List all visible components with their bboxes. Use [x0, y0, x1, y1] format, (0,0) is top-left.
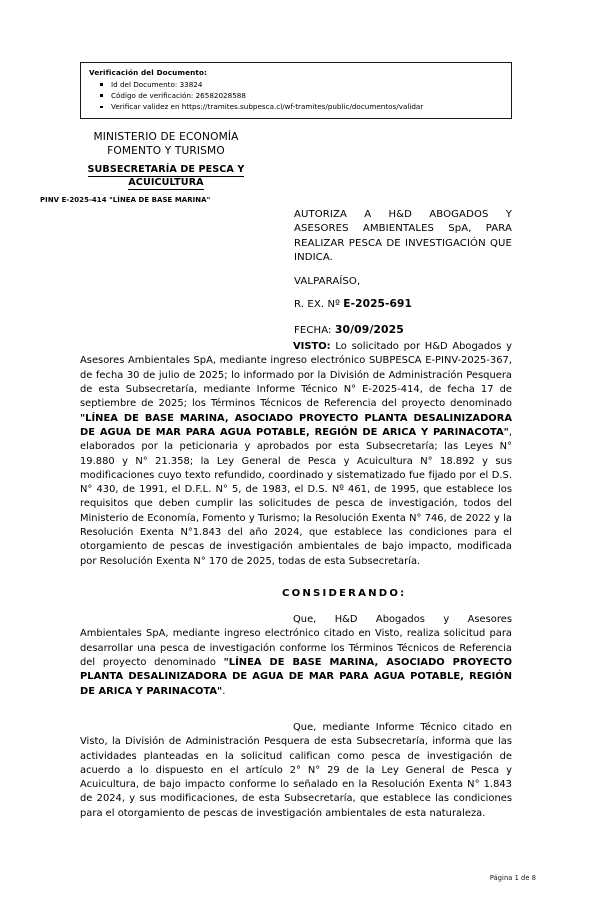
paragraph-visto	[80, 340, 512, 569]
subsecretaria-line-2: ACUICULTURA	[128, 177, 203, 190]
page-number-footer: Página 1 de 8	[489, 874, 536, 882]
visto-label: VISTO:	[293, 341, 331, 352]
resolution-label: R. EX. Nº	[294, 299, 344, 311]
date-label: FECHA:	[294, 325, 335, 337]
verification-box	[80, 62, 512, 119]
title-block	[294, 208, 512, 336]
document-body	[80, 340, 512, 821]
ministry-name-line-1: MINISTERIO DE ECONOMÍA	[93, 131, 239, 143]
resolution-subject: AUTORIZA A H&D ABOGADOS Y ASESORES AMBIENTALES SpA, PARA REALIZAR PESCA DE INVESTIGACIÓN QUE INDICA.	[294, 209, 512, 263]
considerando-heading: CONSIDERANDO:	[282, 588, 407, 599]
date-value: 30/09/2025	[334, 323, 404, 337]
letterhead	[40, 131, 292, 204]
subsecretaria-name	[40, 164, 292, 191]
list-item: Id del Documento: 33824	[111, 79, 505, 90]
resolution-number-line	[294, 298, 512, 310]
spacer	[80, 569, 512, 588]
verification-list	[89, 79, 505, 112]
city-line: VALPARAÍSO,	[294, 276, 361, 288]
spacer	[80, 599, 512, 613]
visto-text-part-2: , elaborados por la peticionaria y aprobados por esta Subsecretaría; las Leyes N° 19.880 y N° 21.358; la Ley General de Pesca y Acuicultura N° 18.892 y sus modificaciones cuyo texto refundido, coordinado y sistematizado fue fijado por el D.S. N° 430, de 1991, el D.F.L. N° 5, de 1983, el D.S. Nº 461, de 1995, que establece los requisitos que deben cumplir las solicitudes de pesca de investigación, todos del Ministerio de Economía, Fomento y Turismo; la Resolución Exenta N° 746, de 2022 y la Resolución Exenta N°1.843 del año 2024, que establece las condiciones para el otorgamiento de pescas de investigación ambientales de bajo impacto, modificada por Resolución Exenta N° 170 de 2025, todas de esta Subsecretaría.	[80, 426, 512, 567]
considerando-1-text-part-2: .	[222, 685, 226, 697]
ministry-name-line-2: FOMENTO Y TURISMO	[107, 144, 225, 157]
project-name-emphasis: "LÍNEA DE BASE MARINA, ASOCIADO PROYECTO PLANTA DESALINIZADORA DE AGUA DE MAR PARA AGUA POTABLE, REGIÓN DE ARICA Y PARINACOTA"	[80, 656, 513, 697]
paragraph-considerando-1	[80, 613, 512, 699]
considerando-1-text-part-1: Que, H&D Abogados y Asesores Ambientales SpA, mediante ingreso electrónico citado en Visto, realiza solicitud para desarrollar una pesca de investigación conforme los Términos Técnicos de Referencia del proyecto denominado	[80, 614, 512, 668]
project-name-emphasis: "LÍNEA DE BASE MARINA, ASOCIADO PROYECTO PLANTA DESALINIZADORA DE AGUA DE MAR PARA AGUA POTABLE, REGIÓN DE ARICA Y PARINACOTA"	[80, 412, 512, 438]
visto-text-part-1: Lo solicitado por H&D Abogados y Asesores Ambientales SpA, mediante ingreso electrónico SUBPESCA E-PINV-2025-367, de fecha 30 de julio de 2025; lo informado por la División de Administración Pesquera de esta Subsecretaría, mediante Informe Técnico N° E-2025-414, de fecha 17 de septiembre de 2025; los Términos Técnicos de Referencia del proyecto denominado	[80, 341, 512, 410]
verification-title: Verificación del Documento:	[89, 68, 208, 77]
pinv-reference: PINV E-2025-414 "LÍNEA DE BASE MARINA"	[40, 196, 211, 205]
resolution-number: E-2025-691	[343, 298, 412, 311]
date-line	[294, 323, 512, 336]
list-item: Verificar validez en https://tramites.subpesca.cl/wf-tramites/public/documentos/validar	[111, 101, 505, 112]
subsecretaria-line-1: SUBSECRETARÍA DE PESCA Y	[88, 164, 245, 177]
list-item: Código de verificación: 26582028588	[111, 90, 505, 101]
spacer	[80, 699, 512, 721]
paragraph-considerando-2: Que, mediante Informe Técnico citado en Visto, la División de Administración Pesquera de esta Subsecretaría, informa que las actividades planteadas en la solicitud califican como pesca de investigación de acuerdo a lo dispuesto en el artículo 2° N° 29 de la Ley General de Pesca y Acuicultura, de bajo impacto conforme lo señalado en la Resolución Exenta N° 1.843 de 2024, y sus modificaciones, de esta Subsecretaría, que establece las condiciones para el otorgamiento de pescas de investigación ambientales de esta naturaleza.	[80, 721, 512, 819]
